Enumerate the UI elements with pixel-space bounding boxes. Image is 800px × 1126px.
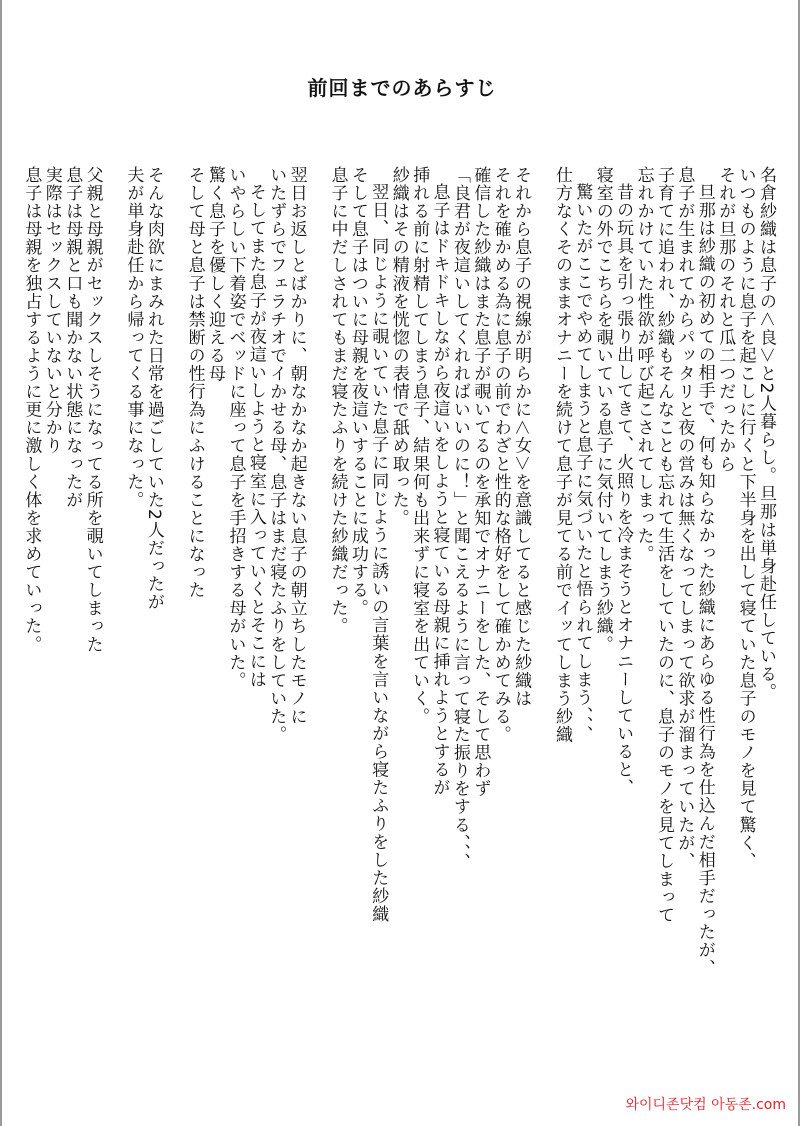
text-column: 挿れる前に射精してしまう息子、結果何も出来ずに寝室を出ていく。: [409, 166, 430, 726]
text-column: そんな肉欲にまみれた日常を過ごしていた2人だったが: [143, 166, 164, 612]
text-column: いつものように息子を起こしに行くと下半身を出して寝ていた息子のモノを見て驚く、: [735, 166, 756, 870]
text-column: いやらしい下着姿でベッドに座って息子を手招きする母がいた。: [225, 166, 246, 690]
text-column: 昔の玩具を引っ張り出してきて、火照りを冷まそうとオナニーしていると、: [613, 183, 634, 797]
text-column: 確信した紗織はまた息子が覗いてるのを承知でオナニーをした、そして思わず: [470, 166, 491, 798]
text-column: 「良君が夜這いしてくれればいいのに！」と聞こえるように言って寝た振りをする、、、: [449, 166, 470, 871]
blank-column: [103, 166, 123, 726]
synopsis-text: [16, 166, 776, 978]
text-column: 寝室の外でこちらを覗いている息子に気付いてしまう紗織。: [592, 166, 613, 654]
text-column: それから息子の視線が明らかに＜女＞を意識してると感じた紗織は: [511, 166, 532, 708]
text-column: 夫が単身赴任から帰ってくる事になった。: [123, 166, 144, 509]
text-column: 翌日、同じように覗いていた息子に同じように誘いの言葉を言いながら寝たふりをした紗織: [368, 183, 389, 924]
text-column: 驚いたがここでやめてしまうと息子に気づいたと悟られてしまう、、、: [572, 183, 593, 744]
text-column: 実際はセックスしていないと分かり: [41, 166, 62, 455]
text-column: 息子に中だしされてもまだ寝たふりを続けた紗織だった。: [327, 166, 348, 636]
text-column: 父親と母親がセックスしそうになってる所を覗いてしまった: [82, 166, 103, 654]
text-column: そして息子はついに母親を夜這いすることに成功する。: [347, 166, 368, 618]
watermark: 와이디존닷컴 아동존.com: [625, 1097, 786, 1113]
text-column: そして母と息子は禁断の性行為にふけることになった: [184, 166, 205, 600]
text-column: 息子はドキドキしながら夜這いをしようと寝ている母親に挿れようとするが: [429, 183, 450, 797]
text-column: 驚く息子を優しく迎える母: [205, 166, 226, 383]
text-column: 息子は母親を独占するように更に激しく体を求めていった。: [21, 166, 42, 654]
text-column: 仕方なくそのままオナニーを続けて息子が見てる前でイッてしまう紗織: [551, 166, 572, 744]
blank-column: [531, 166, 551, 726]
blank-column: [164, 166, 184, 726]
text-column: いたずらでフェラチオでイかせる母、息子はまだ寝たふりをしていた。: [266, 166, 287, 744]
text-column: それが旦那のそれと瓜二つだったから: [715, 166, 736, 473]
text-column: 子育てに追われ、紗織もそんなことも忘れて生活をしていたのに、息子のモノを見てしまって: [653, 166, 674, 925]
text-column: 紗織はその精液を恍惚の表情で舐め取った。: [388, 166, 409, 527]
page-title: 前回までのあらすじ: [307, 76, 497, 100]
text-column: 忘れかけていた性欲が呼び起こされてしまった。: [633, 166, 654, 564]
text-column: そしてまた息子が夜這いしようと寝室に入っていくとそこには: [245, 183, 266, 689]
text-column: 息子は母親と口も聞かない状態になったが: [62, 166, 83, 509]
text-column: 旦那は紗織の初めての相手で、何も知らなかった紗織にあらゆる性行為を仕込んだ相手だったが、: [694, 183, 715, 978]
text-column: 翌日お返しとばかりに、朝なかなか起きない息子の朝立ちしたモノに: [286, 166, 307, 726]
text-column: それを確かめる為に息子の前でわざと性的な格好をして確かめてみる。: [490, 166, 511, 744]
blank-column: [307, 166, 327, 726]
text-column: 息子が生まれてからパッタリと夜の営みは無くなってしまって欲求が溜まっていたが、: [674, 166, 695, 870]
text-column: 名倉紗織は息子の＜良＞と2人暮らし。旦那は単身赴任している。: [756, 166, 776, 702]
